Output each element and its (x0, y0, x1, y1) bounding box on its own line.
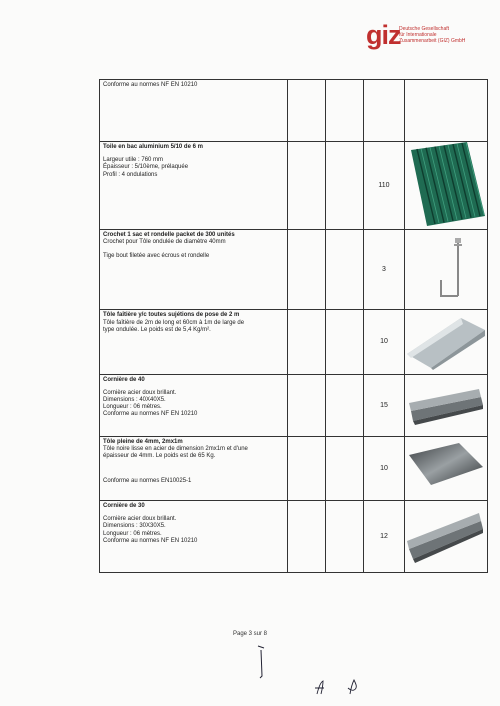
item-image-cell (405, 310, 488, 374)
item-row (100, 501, 488, 573)
item-description (100, 501, 288, 573)
item-spec-line: Tôle faîtière de 2m de long et 60cm à 1m de large de (103, 319, 245, 326)
item-spec-line: Dimensions : 30X30X5. (103, 523, 166, 530)
item-quantity: 15 (364, 374, 405, 436)
item-spec-line: Cornière acier doux brillant. (103, 389, 177, 396)
item-spec-line: Épaisseur : 5/10ème, prélaquée (103, 164, 189, 171)
empty-cell (288, 142, 326, 230)
item-image-cell (405, 501, 488, 573)
handwritten-signature (312, 676, 362, 698)
empty-cell (288, 230, 326, 310)
item-spec-line: Profil : 4 ondulations (103, 171, 158, 178)
handwritten-mark-initial (255, 640, 269, 680)
item-title: Tôle faîtière y/c toutes sujétions de pose de 2 m (103, 312, 240, 319)
empty-cell (326, 80, 364, 142)
item-description (100, 80, 288, 142)
item-spec-line: Tôle noire lisse en acier de dimension 2mx1m et d'une (103, 446, 248, 453)
items-table (99, 79, 488, 573)
item-spec-line: Conforme au normes EN10025-1 (103, 478, 192, 485)
item-description (100, 310, 288, 374)
item-spec-line: Crochet pour Tôle ondulée de diamètre 40mm (103, 239, 226, 246)
angle-bar-image (405, 501, 487, 569)
empty-cell (288, 80, 326, 142)
item-quantity: 12 (364, 501, 405, 573)
item-title: Cornière de 30 (103, 503, 145, 510)
item-spec-line: Conforme au normes NF EN 10210 (103, 537, 198, 544)
item-image-cell (405, 80, 488, 142)
item-spec-line: Conforme au normes NF EN 10210 (103, 411, 198, 418)
empty-cell (288, 436, 326, 500)
green-roof-sheet-image (405, 142, 487, 226)
steel-plate-image (405, 437, 487, 497)
item-row (100, 80, 488, 142)
item-description (100, 230, 288, 310)
item-description (100, 436, 288, 500)
item-spec-line: Dimensions : 40X40X5. (103, 397, 166, 404)
item-row (100, 142, 488, 230)
item-spec-line: type ondulée. Le poids est de 5,4 Kg/m². (103, 326, 211, 333)
item-spec-line: Tige bout filetée avec écrous et rondelle (103, 252, 210, 259)
empty-cell (326, 501, 364, 573)
empty-cell (326, 374, 364, 436)
item-title: Cornière de 40 (103, 376, 145, 383)
item-quantity: 10 (364, 436, 405, 500)
giz-logo (366, 20, 476, 50)
empty-cell (288, 501, 326, 573)
item-quantity: 110 (364, 142, 405, 230)
item-row (100, 436, 488, 500)
angle-bar-image (405, 375, 487, 433)
item-image-cell (405, 374, 488, 436)
item-spec-line: Longueur : 06 mètres. (103, 404, 162, 411)
item-row (100, 374, 488, 436)
empty-cell (326, 436, 364, 500)
empty-cell (288, 374, 326, 436)
item-title: Toile en bac aluminium 5/10 de 6 m (103, 144, 203, 150)
item-image-cell (405, 230, 488, 310)
item-spec-line: Cornière acier doux brillant. (103, 516, 177, 523)
page-number: Page 3 sur 8 (232, 631, 268, 637)
item-spec-line: Conforme au normes NF EN 10210 (103, 82, 198, 88)
empty-cell (326, 230, 364, 310)
logo-mark: giz (366, 20, 401, 50)
item-quantity: 10 (364, 310, 405, 374)
item-title: Crochet 1 sac et rondelle packet de 300 unités (103, 232, 235, 239)
item-row (100, 230, 488, 310)
item-quantity (364, 80, 405, 142)
item-description (100, 374, 288, 436)
item-title: Tôle pleine de 4mm, 2mx1m (103, 438, 183, 445)
item-quantity: 3 (364, 230, 405, 310)
item-spec-line: Longueur : 06 mètres. (103, 530, 162, 537)
item-row (100, 310, 488, 374)
ridge-sheet-image (405, 310, 487, 370)
hook-bolt-image (405, 230, 487, 306)
item-description (100, 142, 288, 230)
empty-cell (326, 142, 364, 230)
item-image-cell (405, 436, 488, 500)
empty-cell (288, 310, 326, 374)
logo-org-name: Deutsche Gesellschaft für Internationale Zusammenarbeit (GIZ) GmbH (399, 26, 466, 44)
item-spec-line: Largeur utile : 760 mm (103, 157, 164, 164)
item-spec-line: épaisseur de 4mm. Le poids est de 65 Kg. (103, 453, 216, 460)
empty-cell (326, 310, 364, 374)
item-image-cell (405, 142, 488, 230)
